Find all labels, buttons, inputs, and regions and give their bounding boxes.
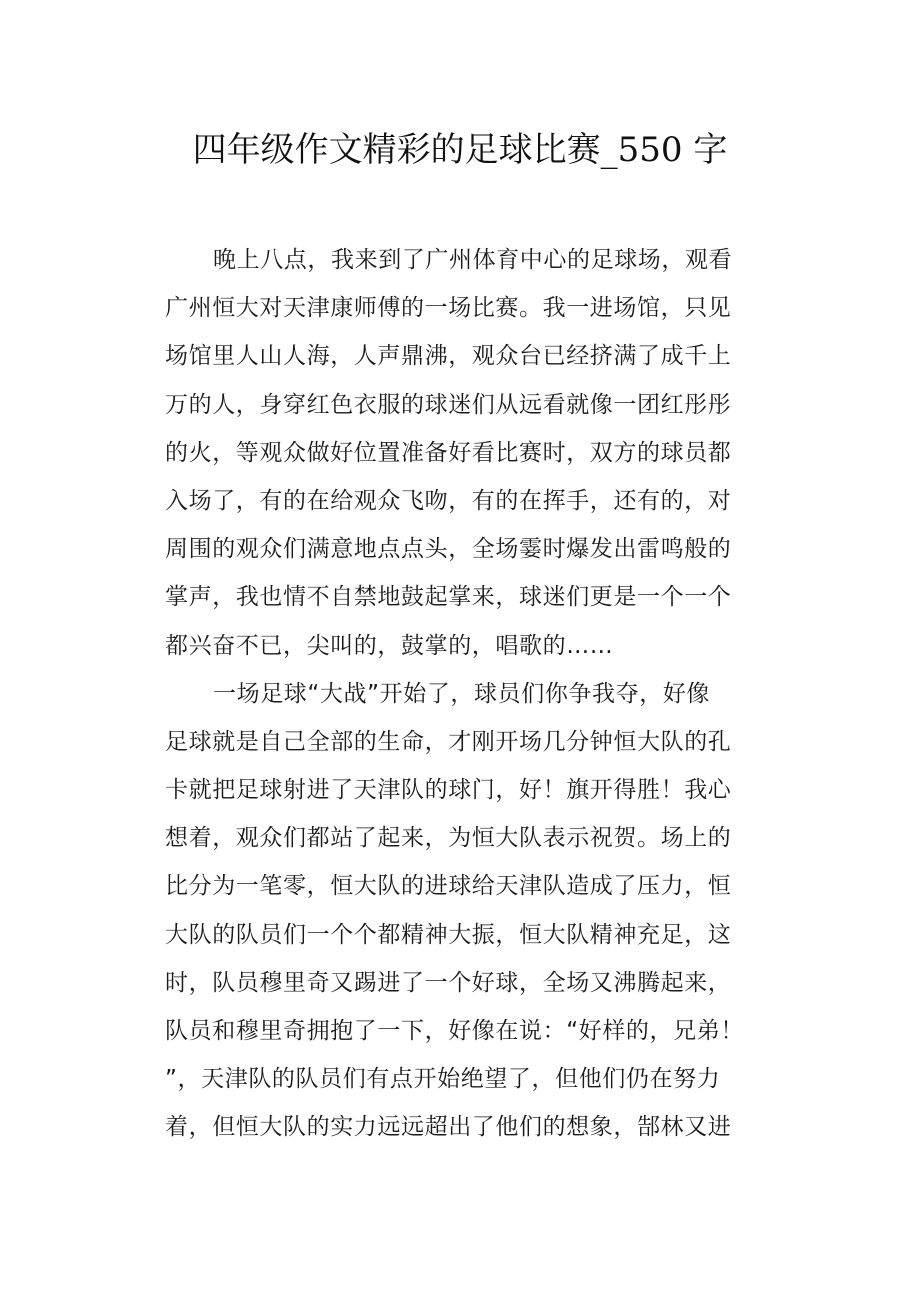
paragraph-line: ”，天津队的队员们有点开始绝望了，但他们仍在努力 — [165, 1066, 721, 1093]
paragraph-line: 周围的观众们满意地点点头，全场霎时爆发出雷鸣般的 — [165, 536, 732, 563]
paragraph-line: 掌声，我也情不自禁地鼓起掌来，球迷们更是一个一个 — [165, 584, 732, 611]
paragraph-line: 足球就是自己全部的生命，才刚开场几分钟恒大队的孔 — [165, 728, 732, 755]
document-title: 四年级作文精彩的足球比赛_550 字 — [192, 130, 728, 170]
paragraph-line: 广州恒大对天津康师傅的一场比赛。我一进场馆，只见 — [165, 295, 732, 322]
paragraph-line: 入场了，有的在给观众飞吻，有的在挥手，还有的，对 — [165, 487, 732, 514]
paragraph-line: 场馆里人山人海，人声鼎沸，观众台已经挤满了成千上 — [165, 343, 732, 370]
paragraph-line: 一场足球“大战”开始了，球员们你争我夺，好像 — [213, 680, 711, 707]
paragraph-line: 都兴奋不已，尖叫的，鼓掌的，唱歌的…… — [165, 632, 614, 659]
document-body — [165, 236, 770, 1152]
paragraph-line: 卡就把足球射进了天津队的球门，好！旗开得胜！我心 — [165, 777, 732, 804]
paragraph-line: 想着，观众们都站了起来，为恒大队表示祝贺。场上的 — [165, 825, 732, 852]
paragraph-line: 比分为一笔零，恒大队的进球给天津队造成了压力，恒 — [165, 873, 732, 900]
paragraph-line: 时，队员穆里奇又踢进了一个好球，全场又沸腾起来， — [165, 969, 732, 996]
paragraph-line: 队员和穆里奇拥抱了一下，好像在说：“好样的，兄弟！ — [165, 1018, 744, 1044]
paragraph-line: 着，但恒大队的实力远远超出了他们的想象，郜林又进 — [165, 1114, 732, 1141]
paragraph-line: 的火，等观众做好位置准备好看比赛时，双方的球员都 — [165, 439, 732, 466]
paragraph-line: 万的人，身穿红色衣服的球迷们从远看就像一团红彤彤 — [165, 391, 732, 418]
paragraph-line: 大队的队员们一个个都精神大振，恒大队精神充足，这 — [165, 921, 732, 948]
paragraph-line: 晚上八点，我来到了广州体育中心的足球场，观看 — [213, 247, 733, 273]
